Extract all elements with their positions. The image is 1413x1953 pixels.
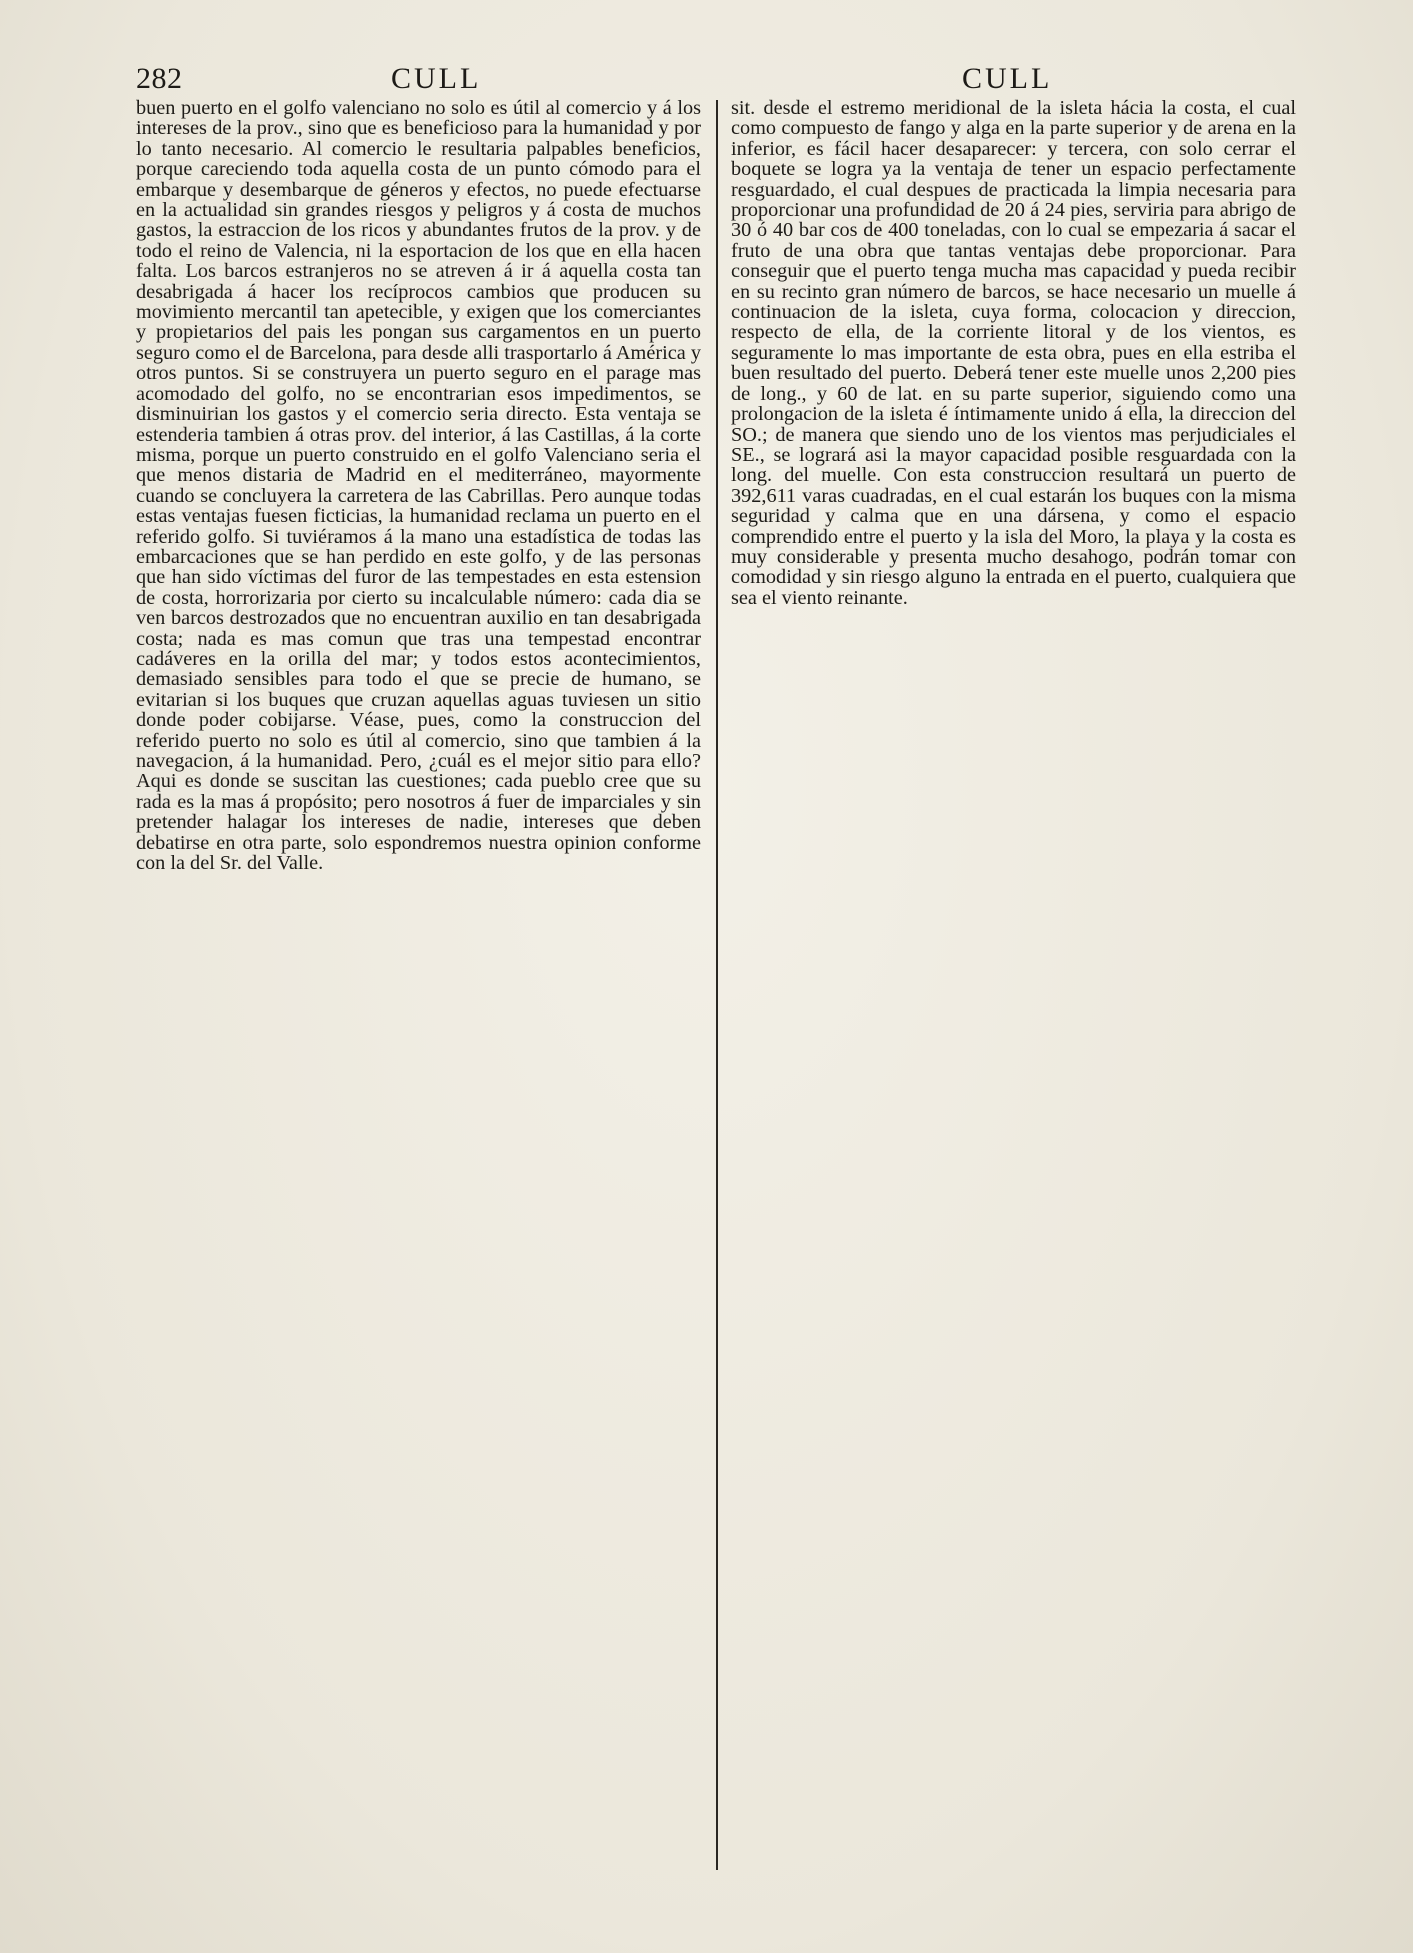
- left-column-text: buen puerto en el golfo valenciano no solo es útil al comercio y á los intereses de la prov., sino que es beneficioso para la humanidad y por lo tanto necesario. Al comercio le resultaria palpables beneficios, porque careciendo toda aquella costa de un punto cómodo para el embarque y desembarque de géneros y efectos, no puede efectuarse en la actualidad sin grandes riesgos y peligros y á costa de muchos gastos, la estraccion de los ricos y abundantes frutos de la prov. y de todo el reino de Valencia, ni la esportacion de los que en ella hacen falta. Los barcos estranjeros no se atreven á ir á aquella costa tan desabrigada á hacer los recíprocos cambios que producen su movimiento mercantil tan apetecible, y exigen que los comerciantes y propietarios del pais les pongan sus cargamentos en un puerto seguro como el de Barcelona, para desde alli trasportarlo á América y otros puntos. Si se construyera un puerto seguro en el parage mas acomodado del golfo, no se encontrarian esos impedimentos, se disminuirian los gastos y el comercio seria directo. Esta ventaja se estenderia tambien á otras prov. del interior, á las Castillas, á la corte misma, porque un puerto construido en el golfo Valenciano seria el que menos distaria de Madrid en el mediterráneo, mayormente cuando se concluyera la carretera de las Cabrillas. Pero aunque todas estas ventajas fuesen ficticias, la humanidad reclama un puerto en el referido golfo. Si tuviéramos á la mano una estadística de todas las embarcaciones que se han perdido en este golfo, y de las personas que han sido víctimas del furor de las tempestades en esta estension de costa, horrorizaria por cierto su incalculable número: cada dia se ven barcos destrozados que no encuentran auxilio en tan desabrigada costa; nada es mas comun que tras una tempestad encontrar cadáveres en la orilla del mar; y todos estos acontecimientos, demasiado sensibles para todo el que se precie de humano, se evitarian si los buques que cruzan aquellas aguas tuviesen un sitio donde poder cobijarse. Véase, pues, como la construccion del referido puerto no solo es útil al comercio, sino que tambien á la navegacion, á la humanidad. Pero, ¿cuál es el mejor sitio para ello? Aqui es donde se suscitan las cuestiones; cada pueblo cree que su rada es la mas á propósito; pero nosotros á fuer de imparciales y sin pretender halagar los intereses de nadie, intereses que deben debatirse en otra parte, solo espondremos nuestra opinion conforme con la del Sr. del Valle.: [136, 98, 701, 875]
- page-number: 282: [136, 62, 183, 95]
- running-head-right: CULL: [962, 62, 1053, 95]
- running-head-left: CULL: [391, 62, 482, 95]
- left-column: [136, 98, 701, 1878]
- column-divider: [716, 100, 718, 1870]
- page-header: [136, 62, 1346, 100]
- right-column: [731, 98, 1296, 1878]
- right-column-text: sit. desde el estremo meridional de la isleta hácia la costa, el cual como compuesto de fango y alga en la parte superior y de arena en la inferior, es fácil hacer desaparecer: y tercera, con solo cerrar el boquete se logra ya la ventaja de tener un espacio perfectamente resguardado, el cual despues de practicada la limpia necesaria para proporcionar una profundidad de 20 á 24 pies, serviria para abrigo de 30 ó 40 bar cos de 400 toneladas, con lo cual se empezaria á sacar el fruto de una obra que tantas ventajas debe proporcionar. Para conseguir que el puerto tenga mucha mas capacidad y pueda recibir en su recinto gran número de barcos, se hace necesario un muelle á continuacion de la isleta, cuya forma, colocacion y direccion, respecto de ella, de la corriente litoral y de los vientos, es seguramente lo mas importante de esta obra, pues en ella estriba el buen resultado del puerto. Deberá tener este muelle unos 2,200 pies de long., y 60 de lat. en su parte superior, siguiendo como una prolongacion de la isleta é íntimamente unido á ella, la direccion del SO.; de manera que siendo uno de los vientos mas perjudiciales el SE., se logrará asi la mayor capacidad posible resguardada con la long. del muelle. Con esta construccion resultará un puerto de 392,611 varas cuadradas, en el cual estarán los buques con la misma seguridad y calma que en una dársena, y como el espacio comprendido entre el puerto y la isla del Moro, la playa y la costa es muy considerable y presenta mucho desahogo, podrán tomar con comodidad y sin riesgo alguno la entrada en el puerto, cualquiera que sea el viento reinante.: [731, 98, 1296, 609]
